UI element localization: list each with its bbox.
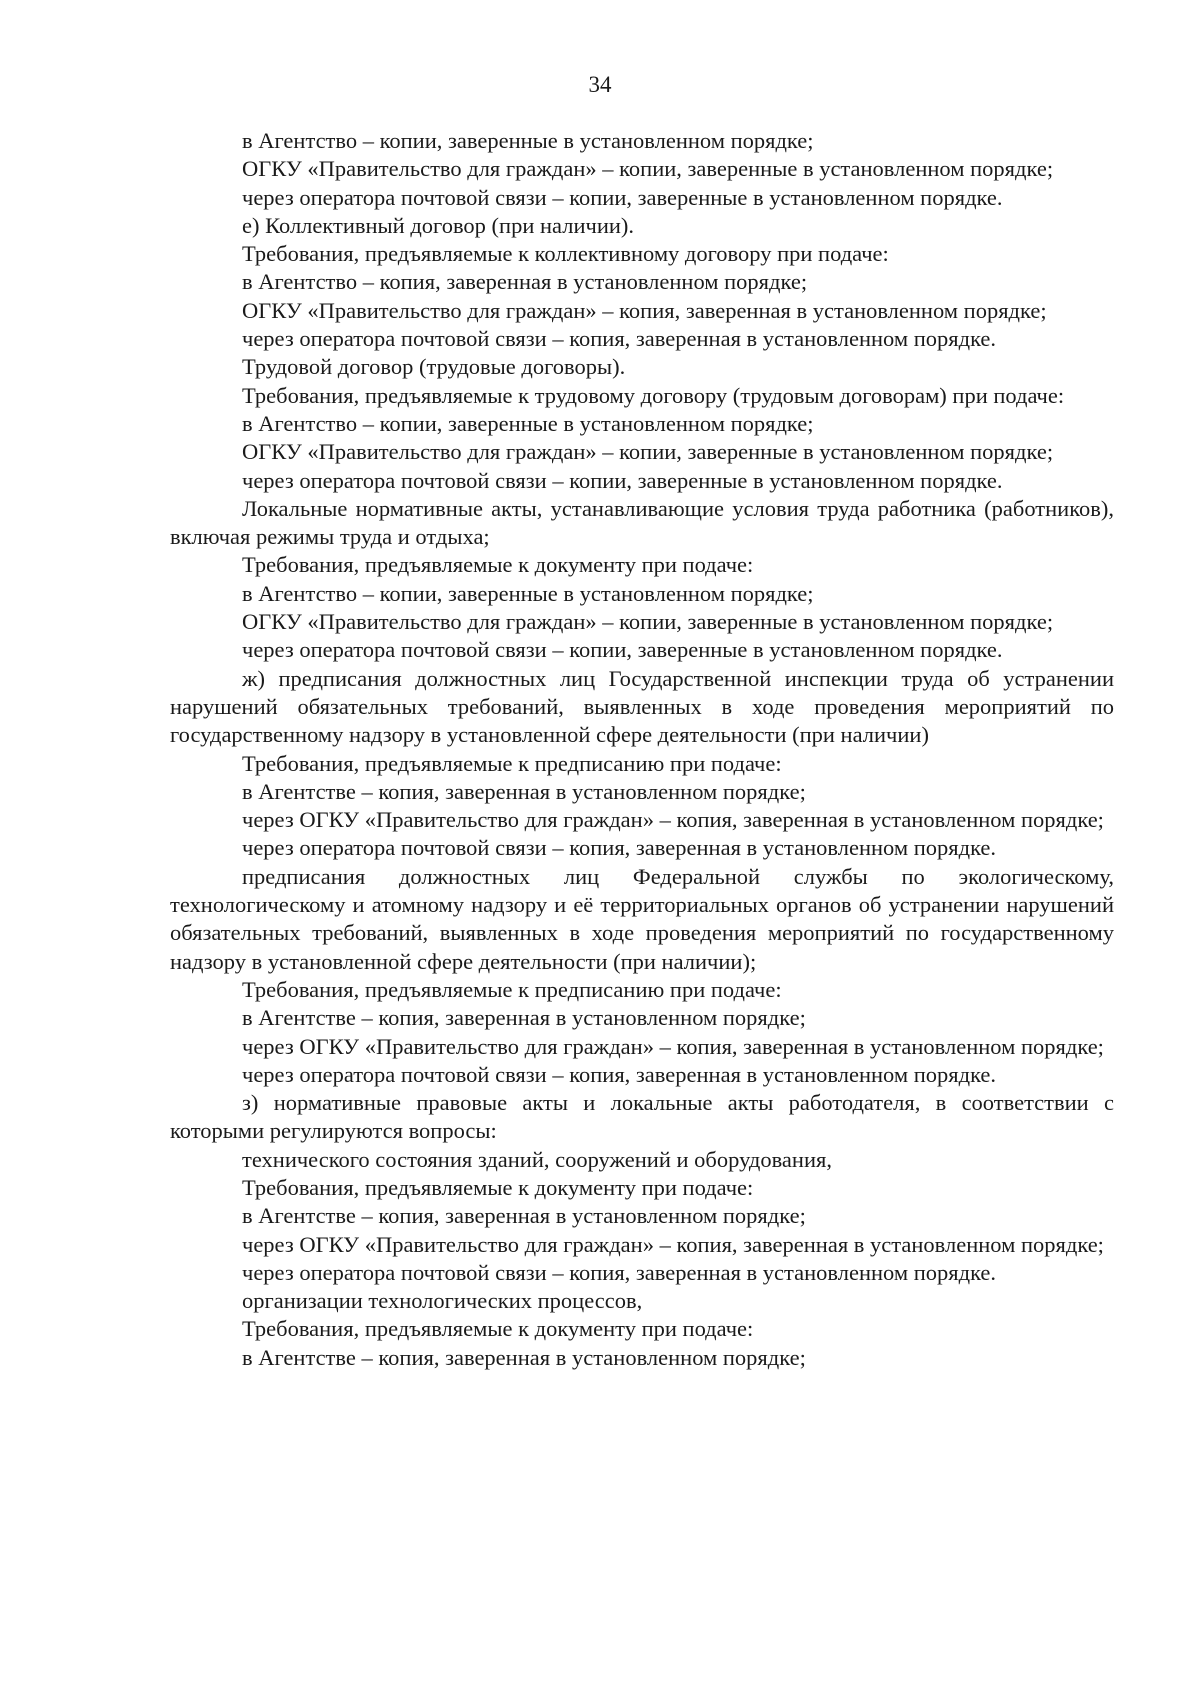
paragraph: Требования, предъявляемые к предписанию при подаче:	[242, 750, 782, 776]
paragraph: ОГКУ «Правительство для граждан» – копии, заверенные в установленном порядке;	[242, 156, 1054, 182]
paragraph: организации технологических процессов,	[242, 1288, 643, 1314]
paragraph: Требования, предъявляемые к документу при подаче:	[242, 1174, 754, 1200]
paragraph: ОГКУ «Правительство для граждан» – копии, заверенные в установленном порядке;	[242, 439, 1054, 465]
paragraph: Требования, предъявляемые к коллективному договору при подаче:	[242, 241, 889, 267]
paragraph: е) Коллективный договор (при наличии).	[242, 212, 635, 238]
document-body	[170, 127, 1114, 1372]
paragraph: Локальные нормативные акты, устанавливающие условия труда работника (работников), включая режимы труда и отдыха;	[170, 495, 1114, 550]
paragraph: предписания должностных лиц Федеральной службы по экологическому, технологическому и атомному надзору и её территориальных органов об устранении нарушений обязательных требований, выявленных в ходе проведения мероприятий по государственному надзору в установленной сфере деятельности (при наличии);	[170, 863, 1114, 974]
paragraph: технического состояния зданий, сооружений и оборудования,	[242, 1146, 832, 1172]
paragraph: через оператора почтовой связи – копия, заверенная в установленном порядке.	[242, 1061, 997, 1087]
paragraph: Требования, предъявляемые к трудовому договору (трудовым договорам) при подаче:	[242, 382, 1065, 408]
paragraph: ОГКУ «Правительство для граждан» – копии, заверенные в установленном порядке;	[242, 609, 1054, 635]
paragraph: з) нормативные правовые акты и локальные акты работодателя, в соответствии с которыми регулируются вопросы:	[170, 1090, 1114, 1144]
paragraph: через оператора почтовой связи – копия, заверенная в установленном порядке.	[242, 326, 997, 352]
paragraph: в Агентстве – копия, заверенная в установленном порядке;	[242, 1203, 806, 1229]
paragraph: Трудовой договор (трудовые договоры).	[242, 354, 626, 380]
paragraph: через оператора почтовой связи – копии, заверенные в установленном порядке.	[242, 184, 1003, 210]
paragraph: через ОГКУ «Правительство для граждан» – копия, заверенная в установленном порядке;	[242, 807, 1104, 833]
paragraph: через оператора почтовой связи – копии, заверенные в установленном порядке.	[242, 467, 1003, 493]
paragraph: в Агентстве – копия, заверенная в установленном порядке;	[242, 1005, 806, 1031]
paragraph: через ОГКУ «Правительство для граждан» – копия, заверенная в установленном порядке;	[242, 1231, 1104, 1257]
paragraph: через оператора почтовой связи – копия, заверенная в установленном порядке.	[242, 835, 997, 861]
page-number: 34	[588, 72, 612, 97]
paragraph: через оператора почтовой связи – копия, заверенная в установленном порядке.	[242, 1259, 997, 1285]
paragraph: ж) предписания должностных лиц Государственной инспекции труда об устранении нарушений обязательных требований, выявленных в ходе проведения мероприятий по государственному надзору в установленной сфере деятельности (при наличии)	[170, 665, 1114, 748]
paragraph: ОГКУ «Правительство для граждан» – копия, заверенная в установленном порядке;	[242, 297, 1047, 323]
paragraph: через ОГКУ «Правительство для граждан» – копия, заверенная в установленном порядке;	[242, 1033, 1104, 1059]
paragraph: в Агентство – копии, заверенные в установленном порядке;	[242, 580, 814, 606]
paragraph: Требования, предъявляемые к документу при подаче:	[242, 1316, 754, 1342]
paragraph: Требования, предъявляемые к предписанию при подаче:	[242, 976, 782, 1002]
paragraph: в Агентство – копии, заверенные в установленном порядке;	[242, 128, 814, 153]
paragraph: в Агентстве – копия, заверенная в установленном порядке;	[242, 1344, 806, 1370]
paragraph: через оператора почтовой связи – копии, заверенные в установленном порядке.	[242, 637, 1003, 663]
paragraph: Требования, предъявляемые к документу при подаче:	[242, 552, 754, 578]
paragraph: в Агентство – копия, заверенная в установленном порядке;	[242, 269, 808, 295]
paragraph: в Агентстве – копия, заверенная в установленном порядке;	[242, 778, 806, 804]
paragraph: в Агентство – копии, заверенные в установленном порядке;	[242, 410, 814, 436]
